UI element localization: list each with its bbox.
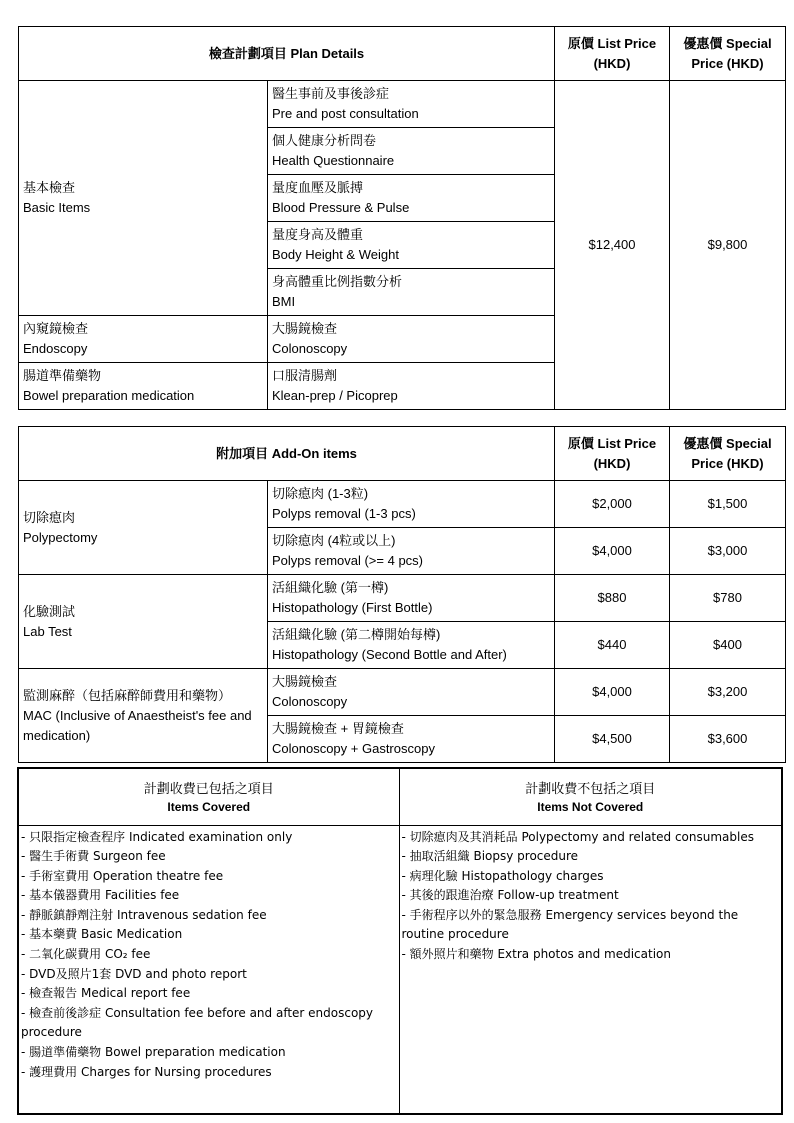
- addon-special-price: $780: [670, 575, 786, 622]
- list-item: - 其後的跟進治療 Follow-up treatment: [401, 888, 619, 903]
- list-price-header: 原價 List Price (HKD): [555, 427, 670, 481]
- list-item: - 靜脈鎮靜劑注射 Intravenous sedation fee: [21, 907, 267, 922]
- list-price-header: 原價 List Price (HKD): [555, 27, 670, 81]
- addon-list-price: $4,000: [555, 669, 670, 716]
- addon-list-price: $2,000: [555, 481, 670, 528]
- list-item: - 只限指定檢查程序 Indicated examination only: [21, 829, 293, 844]
- list-item: - 病理化驗 Histopathology charges: [401, 868, 604, 883]
- covered-list: [18, 825, 399, 1114]
- list-item: - 手術室費用 Operation theatre fee: [21, 868, 224, 883]
- addon-item: 大腸鏡檢查 Colonoscopy: [268, 669, 555, 716]
- coverage-table: [17, 767, 783, 1115]
- addon-list-price: $4,000: [555, 528, 670, 575]
- plan-title: 檢查計劃項目 Plan Details: [19, 27, 555, 81]
- addon-special-price: $3,600: [670, 716, 786, 763]
- list-item: - 腸道準備藥物 Bowel preparation medication: [21, 1045, 286, 1060]
- plan-item: 大腸鏡檢查 Colonoscopy: [268, 316, 555, 363]
- addon-item: 活組織化驗 (第二樽開始每樽) Histopathology (Second Bottle and After): [268, 622, 555, 669]
- plan-item: 醫生事前及事後診症 Pre and post consultation: [268, 81, 555, 128]
- special-price-header: 優惠價 Special Price (HKD): [670, 27, 786, 81]
- list-item: - 抽取活組織 Biopsy procedure: [401, 849, 579, 864]
- list-item: - 醫生手術費 Surgeon fee: [21, 849, 166, 864]
- addon-item: 切除瘜肉 (1-3粒) Polyps removal (1-3 pcs): [268, 481, 555, 528]
- list-item: - DVD及照片1套 DVD and photo report: [21, 966, 247, 981]
- list-item: - 額外照片和藥物 Extra photos and medication: [401, 947, 671, 962]
- addon-special-price: $3,200: [670, 669, 786, 716]
- group-endoscopy: 內窺鏡檢查 Endoscopy: [19, 316, 268, 363]
- list-item: - 基本儀器費用 Facilities fee: [21, 888, 180, 903]
- list-item: - 檢查報告 Medical report fee: [21, 986, 191, 1001]
- list-item: - 手術程序以外的緊急服務 Emergency services beyond the routine procedure: [401, 907, 739, 942]
- addon-special-price: $400: [670, 622, 786, 669]
- addon-item: 活組織化驗 (第一樽) Histopathology (First Bottle): [268, 575, 555, 622]
- addon-title: 附加項目 Add-On items: [19, 427, 555, 481]
- not-covered-list: [399, 825, 782, 1114]
- addon-list-price: $880: [555, 575, 670, 622]
- addon-special-price: $1,500: [670, 481, 786, 528]
- special-price-header: 優惠價 Special Price (HKD): [670, 427, 786, 481]
- list-item: - 基本藥費 Basic Medication: [21, 927, 183, 942]
- plan-item: 身高體重比例指數分析 BMI: [268, 269, 555, 316]
- addon-item: 切除瘜肉 (4粒或以上) Polyps removal (>= 4 pcs): [268, 528, 555, 575]
- not-covered-header: 計劃收費不包括之項目 Items Not Covered: [399, 768, 782, 825]
- group-bowel-preparation: 腸道準備藥物 Bowel preparation medication: [19, 363, 268, 410]
- list-item: - 切除瘜肉及其消耗品 Polypectomy and related consumables: [401, 829, 754, 844]
- addon-special-price: $3,000: [670, 528, 786, 575]
- addon-list-price: $440: [555, 622, 670, 669]
- plan-item: 量度血壓及脈搏 Blood Pressure & Pulse: [268, 175, 555, 222]
- addon-list-price: $4,500: [555, 716, 670, 763]
- list-item: - 二氧化碳費用 CO₂ fee: [21, 947, 151, 962]
- plan-special-price: $9,800: [670, 81, 786, 410]
- group-lab-test: 化驗測試 Lab Test: [19, 575, 268, 669]
- list-item: - 檢查前後診症 Consultation fee before and after endoscopy procedure: [21, 1005, 374, 1040]
- addon-item: 大腸鏡檢查 + 胃鏡檢查 Colonoscopy + Gastroscopy: [268, 716, 555, 763]
- plan-details-table: [18, 26, 786, 410]
- plan-list-price: $12,400: [555, 81, 670, 410]
- addon-items-table: [18, 426, 786, 763]
- group-mac: 監測麻醉（包括麻醉師費用和藥物） MAC (Inclusive of Anaestheist's fee and medication): [19, 669, 268, 763]
- covered-header: 計劃收費已包括之項目 Items Covered: [18, 768, 399, 825]
- plan-item: 個人健康分析問卷 Health Questionnaire: [268, 128, 555, 175]
- plan-item: 口服清腸劑 Klean-prep / Picoprep: [268, 363, 555, 410]
- plan-item: 量度身高及體重 Body Height & Weight: [268, 222, 555, 269]
- group-polypectomy: 切除瘜肉 Polypectomy: [19, 481, 268, 575]
- group-basic-items: 基本檢查 Basic Items: [19, 81, 268, 316]
- list-item: - 護理費用 Charges for Nursing procedures: [21, 1064, 272, 1079]
